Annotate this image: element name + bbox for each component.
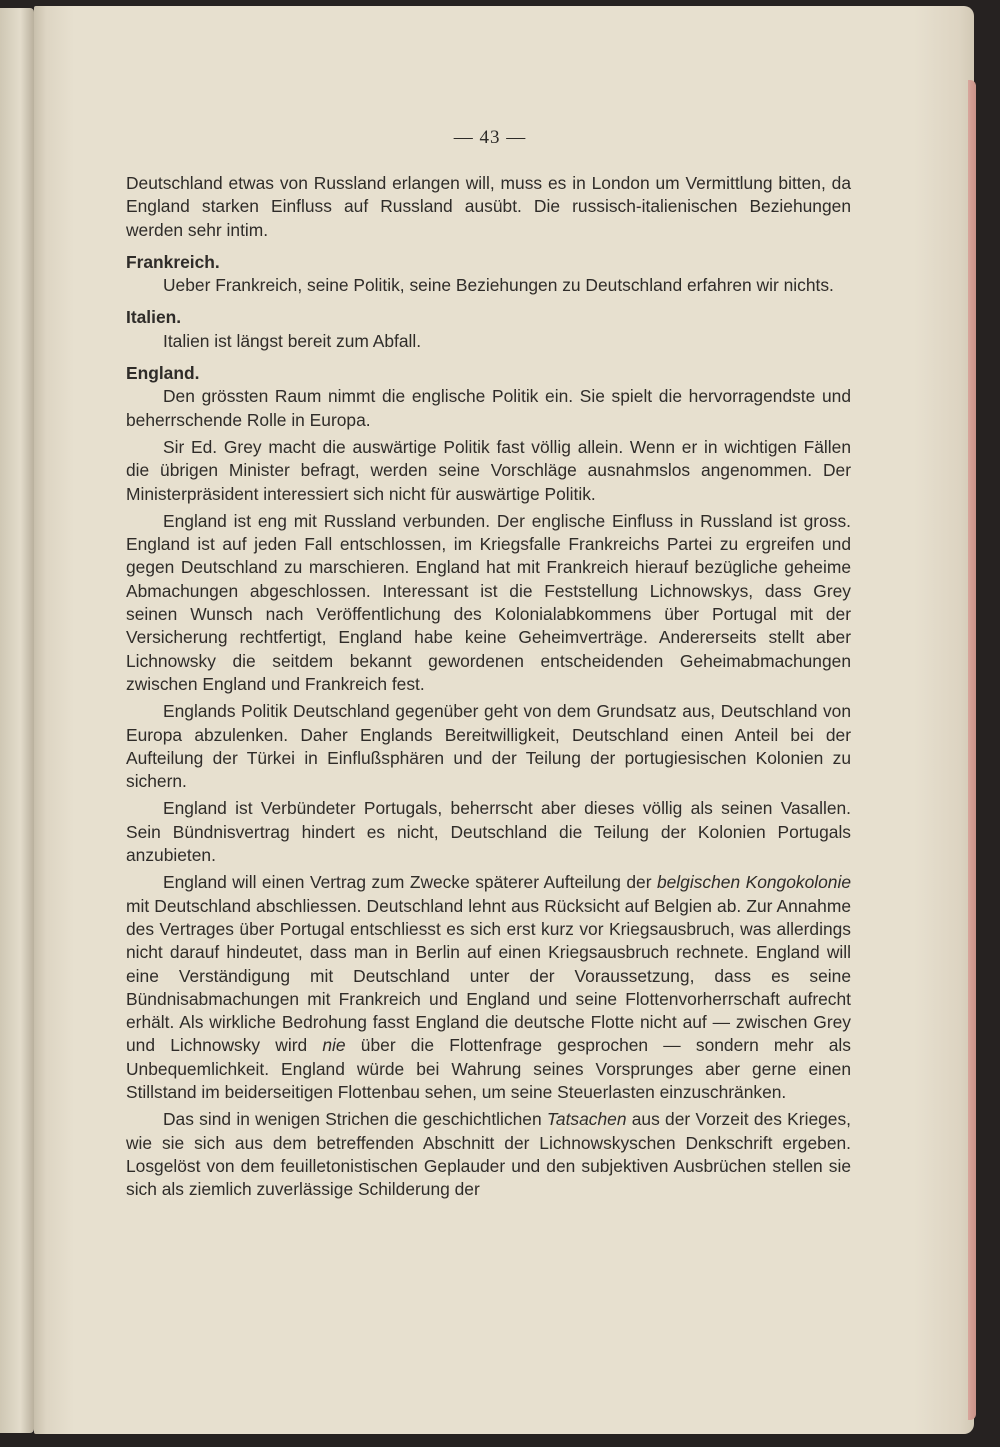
heading-frankreich: Frankreich. — [126, 251, 220, 272]
page-body — [126, 172, 851, 1201]
paragraph-england-1: Den grössten Raum nimmt die englische Politik ein. Sie spielt die hervorragendste und beherrschende Rolle in Europa. — [126, 386, 851, 430]
paragraph-england-4: Englands Politik Deutschland gegenüber geht von dem Grundsatz aus, Deutschland von Europa abzulenken. Daher Englands Bereitwilligkeit, Deutschland einen Anteil bei der Aufteilung der Türkei in Einflußsphären und der Teilung der portugiesischen Kolonien zu sichern. — [126, 701, 851, 792]
text-run: Das sind in wenigen Strichen die geschichtlichen — [163, 1109, 547, 1130]
paragraph-england-7 — [126, 1108, 851, 1201]
text-run: über die Flottenfrage gesprochen — sondern mehr als Unbequemlichkeit. England würde bei Wahrung seines Vorsprunges aber gerne einen Stillstand im beiderseitigen Flottenbau sehen, um seine Steuerlasten einzuschränken. — [126, 1035, 851, 1102]
intro-paragraph: Deutschland etwas von Russland erlangen will, muss es in London um Vermittlung bitten, da England starken Einfluss auf Russland ausübt. Die russisch-italienischen Beziehungen werden sehr intim. — [126, 173, 851, 240]
emphasis-kongokolonie: belgischen Kongokolonie — [656, 872, 851, 893]
paragraph-england-6 — [126, 871, 851, 1104]
left-page-edge — [0, 8, 34, 1433]
paragraph-italien: Italien ist längst bereit zum Abfall. — [163, 330, 422, 351]
paragraph-frankreich: Ueber Frankreich, seine Politik, seine Beziehungen zu Deutschland erfahren wir nichts. — [163, 275, 834, 296]
page-number: — 43 — — [453, 127, 527, 148]
emphasis-nie: nie — [322, 1035, 346, 1056]
paragraph-england-3: England ist eng mit Russland verbunden. Der englische Einfluss in Russland ist gross. England ist auf jeden Fall entschlossen, im Kriegsfalle Frankreichs Partei zu ergreifen und gegen Deutschland zu marschieren. England hat mit Frankreich hierauf bezügliche geheime Abmachungen abgeschlossen. Interessant ist die Feststellung Lichnowskys, dass Grey seinen Wunsch nach Veröffentlichung des Kolonialabkommens über Portugal mit der Versicherung rechtfertigt, England habe keine Geheimverträge. Andererseits stellt aber Lichnowsky die seitdem bekannt gewordenen entscheidenden Geheimabmachungen zwischen England und Frankreich fest. — [126, 510, 851, 694]
text-run: aus der Vorzeit des Krieges, wie sie sich aus dem betreffenden Abschnitt der Lichnowskyschen Denkschrift ergeben. Losgelöst von dem feuilletonistischen Geplauder und den subjektiven Ausbrüchen stellen sie sich als ziemlich zuverlässige Schilderung der — [126, 1109, 851, 1200]
text-run: England will einen Vertrag zum Zwecke späterer Aufteilung der — [163, 872, 657, 893]
paragraph-england-5: England ist Verbündeter Portugals, beherrscht aber dieses völlig als seinen Vasallen. Sein Bündnisvertrag hindert es nicht, Deutschland die Teilung der Kolonien Portugals anzubieten. — [126, 798, 851, 866]
heading-england: England. — [126, 363, 200, 384]
emphasis-tatsachen: Tatsachen — [546, 1109, 627, 1130]
text-run: mit Deutschland abschliessen. Deutschland lehnt aus Rücksicht auf Belgien ab. Zur Annahme des Vertrages über Portugal entschliesst es sich erst kurz vor Kriegsausbruch, was allerdings nicht darauf hindeutet, dass man in Berlin auf einen Kriegsausbruch rechnete. England will eine Verständigung mit Deutschland unter der Voraussetzung, dass es seine Bündnisabmachungen mit Frankreich und England und seine Flottenvorherrschaft aufrecht erhält. Als wirkliche Bedrohung fasst England die deutsche Flotte nicht auf — zwischen Grey und Lichnowsky wird — [126, 895, 851, 1056]
heading-italien: Italien. — [126, 307, 182, 328]
paragraph-england-2: Sir Ed. Grey macht die auswärtige Politik fast völlig allein. Wenn er in wichtigen Fällen die übrigen Minister befragt, werden seine Vorschläge ausnahmslos angenommen. Der Ministerpräsident interessiert sich nicht für auswärtige Politik. — [126, 436, 851, 504]
page-side-edge — [968, 80, 976, 1420]
